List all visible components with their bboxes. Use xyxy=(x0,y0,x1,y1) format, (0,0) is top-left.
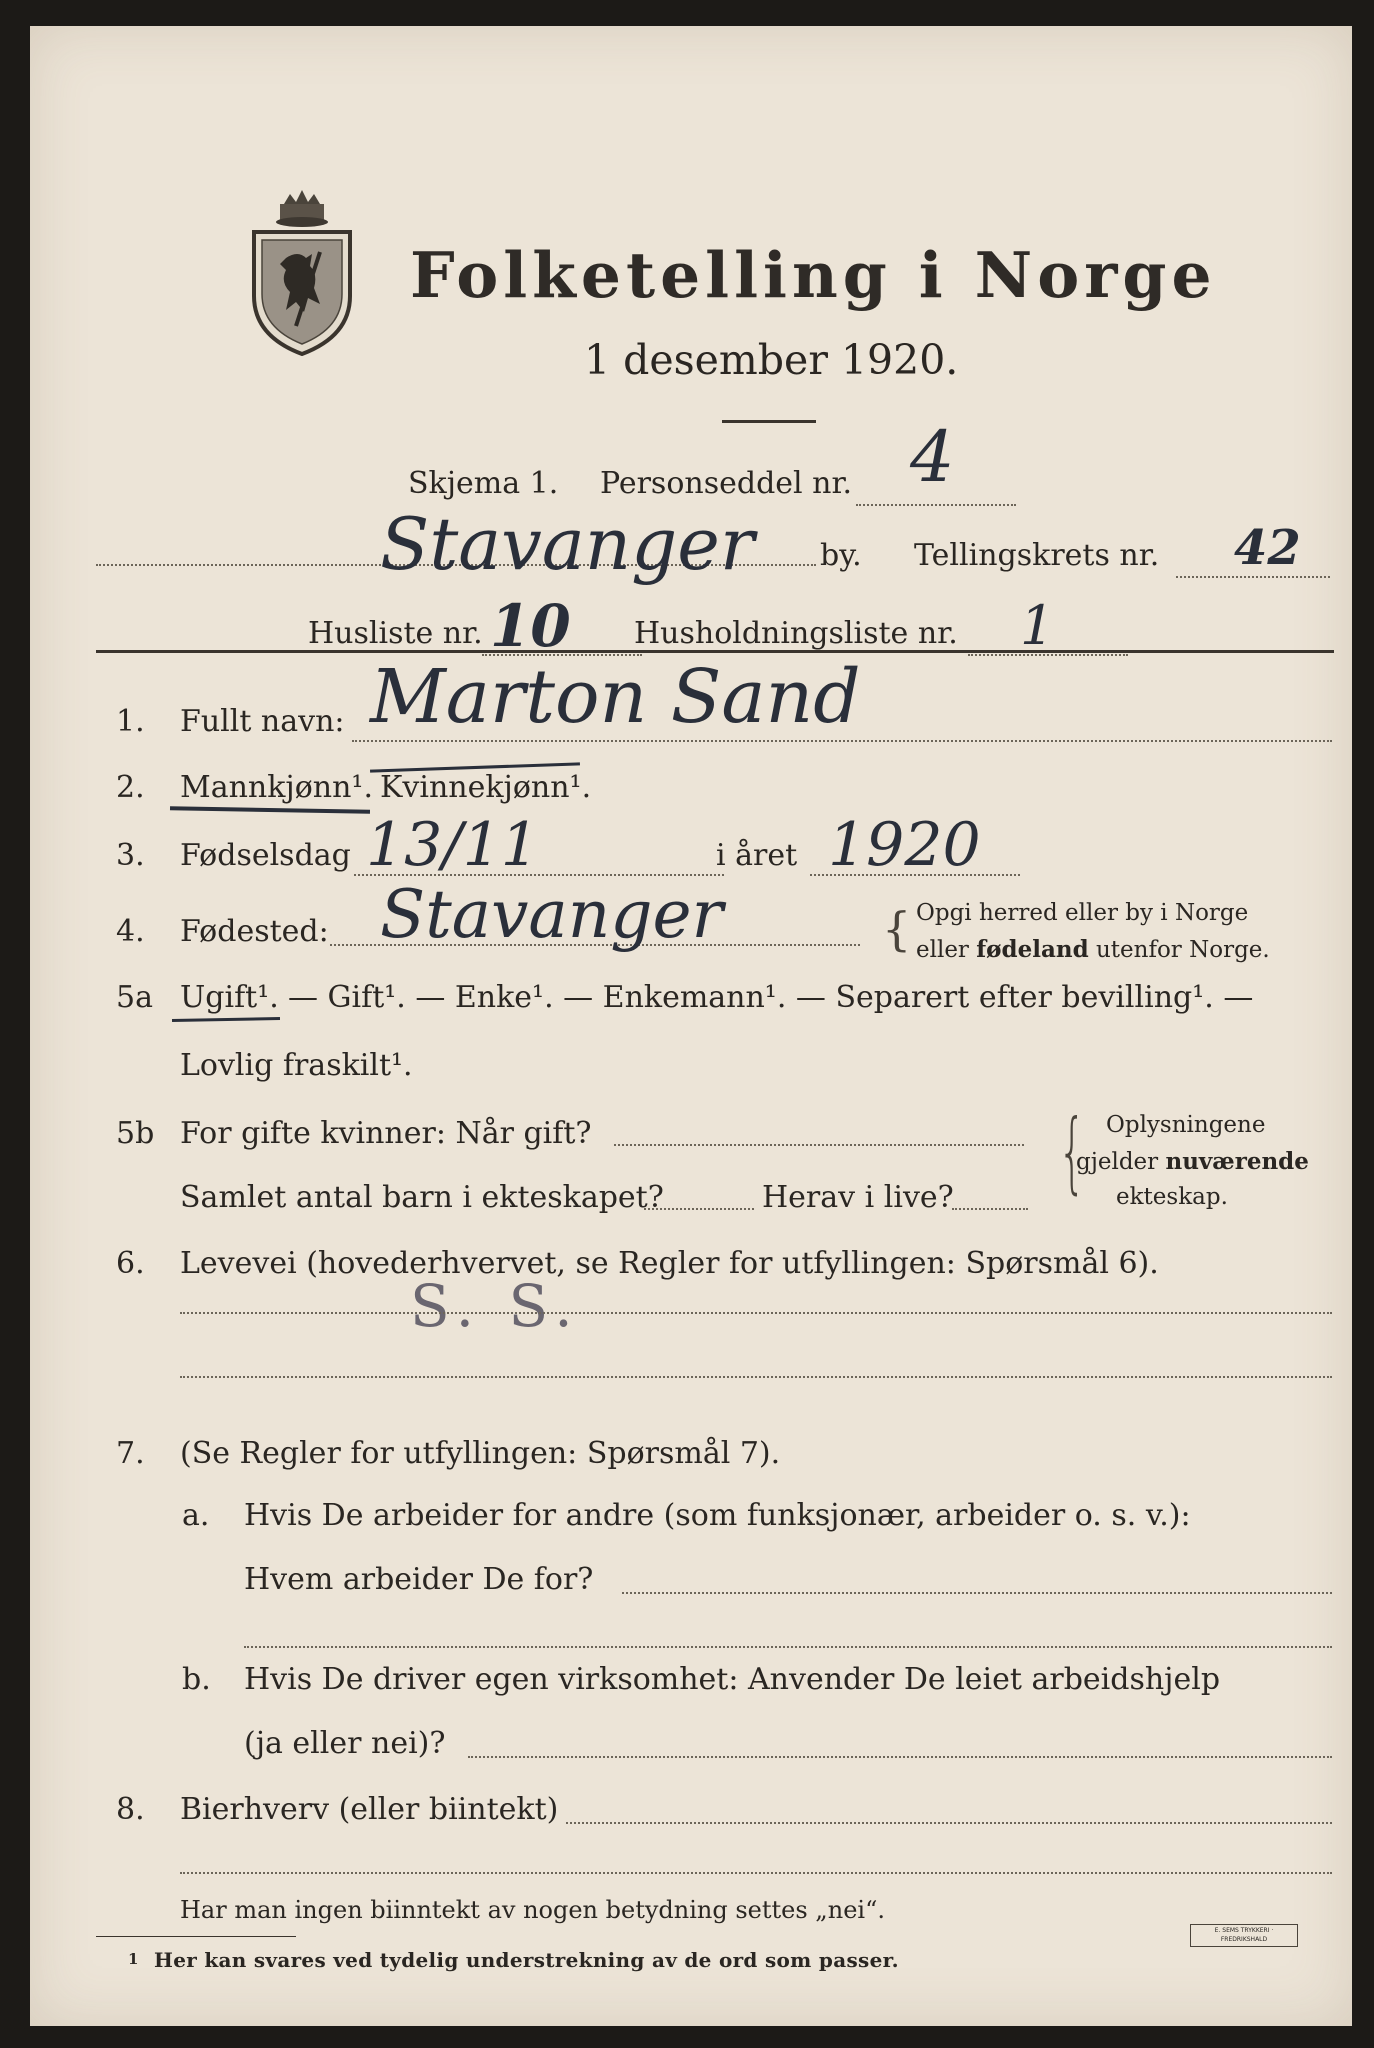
q1-number: 1. xyxy=(116,704,145,739)
q8-note: Har man ingen biinntekt av nogen betydning settes „nei“. xyxy=(180,1896,885,1924)
tellingskrets-label: Tellingskrets nr. xyxy=(914,538,1160,573)
q2-number: 2. xyxy=(116,770,145,805)
q7a-line2: Hvem arbeider De for? xyxy=(244,1562,594,1597)
birthplace-value: Stavanger xyxy=(380,876,724,953)
q5b-when-line xyxy=(614,1144,1024,1146)
q5b-children-label: Samlet antal barn i ekteskapet? xyxy=(180,1180,664,1215)
q7-label: (Se Regler for utfyllingen: Spørsmål 7). xyxy=(180,1436,781,1471)
tellingskrets-line xyxy=(1176,576,1330,578)
q7a-line xyxy=(622,1592,1332,1594)
personseddel-value: 4 xyxy=(910,416,955,498)
husliste-value: 10 xyxy=(490,592,571,660)
q7a-line-extra xyxy=(244,1646,1332,1648)
q7a-letter: a. xyxy=(182,1498,210,1533)
footnote-text: Her kan svares ved tydelig understrekning av de ord som passer. xyxy=(154,1948,899,1972)
form-date: 1 desember 1920. xyxy=(584,336,959,384)
q3-year-label: i året xyxy=(716,838,798,873)
q4-number: 4. xyxy=(116,914,145,949)
husholdningsliste-label: Husholdningsliste nr. xyxy=(634,616,958,651)
coat-of-arms-icon xyxy=(246,186,358,356)
q3-number: 3. xyxy=(116,838,145,873)
q5b-note-line3: ekteskap. xyxy=(1116,1184,1228,1210)
footnote-mark: 1 xyxy=(128,1950,139,1968)
q7-number: 7. xyxy=(116,1436,145,1471)
q4-label: Fødested: xyxy=(180,914,329,949)
q7b-line1: Hvis De driver egen virksomhet: Anvender De leiet arbeidshjelp xyxy=(244,1662,1221,1697)
q5b-children-line xyxy=(644,1208,754,1210)
q5b-label: For gifte kvinner: Når gift? xyxy=(180,1116,592,1151)
q6-line2 xyxy=(180,1376,1332,1378)
q8-line2 xyxy=(180,1872,1332,1874)
q6-label: Levevei (hovederhvervet, se Regler for utfyllingen: Spørsmål 6). xyxy=(180,1246,1159,1281)
q8-line xyxy=(566,1822,1332,1824)
q8-number: 8. xyxy=(116,1792,145,1827)
q5a-options: — Gift¹. — Enke¹. — Enkemann¹. — Separert efter bevilling¹. — xyxy=(288,980,1254,1015)
mann-underline xyxy=(170,806,370,813)
skjema-label: Skjema 1. xyxy=(408,466,559,501)
q5a-number: 5a xyxy=(116,980,153,1015)
header-divider xyxy=(96,650,1334,653)
q5b-note-line1: Oplysningene xyxy=(1106,1112,1266,1138)
title-divider xyxy=(722,420,816,423)
q4-note-line1: Opgi herred eller by i Norge xyxy=(916,900,1249,926)
q7a-line1: Hvis De arbeider for andre (som funksjonær, arbeider o. s. v.): xyxy=(244,1498,1191,1533)
q7b-line2: (ja eller nei)? xyxy=(244,1726,446,1761)
occupation-value: S. S. xyxy=(410,1272,581,1340)
footnote-divider xyxy=(96,1936,296,1937)
q5b-herav-label: Herav i live? xyxy=(762,1180,954,1215)
husholdningsliste-value: 1 xyxy=(1020,594,1055,657)
ugift-underline xyxy=(172,1017,280,1022)
q1-line xyxy=(352,740,1332,742)
form-title: Folketelling i Norge xyxy=(410,238,1217,312)
q6-number: 6. xyxy=(116,1246,145,1281)
city-value: Stavanger xyxy=(380,502,755,586)
birthday-value: 13/11 xyxy=(366,810,539,880)
birth-year-value: 1920 xyxy=(828,810,981,880)
q7b-line xyxy=(468,1756,1332,1758)
full-name-value: Marton Sand xyxy=(370,654,861,740)
q7b-letter: b. xyxy=(182,1662,211,1697)
personseddel-label: Personseddel nr. xyxy=(600,466,853,501)
by-label: by. xyxy=(820,538,862,573)
q3-label: Fødselsdag xyxy=(180,838,351,873)
q1-label: Fullt navn: xyxy=(180,704,345,739)
tellingskrets-value: 42 xyxy=(1234,520,1301,576)
q5b-brace: { xyxy=(1058,1100,1086,1203)
q5a-ugift: Ugift¹. xyxy=(180,980,279,1015)
q8-label: Bierhverv (eller biintekt) xyxy=(180,1792,559,1827)
q6-line1 xyxy=(180,1312,1332,1314)
q4-note-line2: eller fødeland utenfor Norge. xyxy=(916,936,1270,963)
q5b-note-line2: gjelder nuværende xyxy=(1076,1148,1309,1175)
q5b-number: 5b xyxy=(116,1116,155,1151)
q4-brace: { xyxy=(882,902,912,956)
q5b-herav-line xyxy=(952,1208,1028,1210)
personseddel-line xyxy=(856,504,1016,506)
q2-kvinne: Kvinnekjønn¹. xyxy=(380,770,592,805)
census-form xyxy=(30,26,1352,2026)
husliste-label: Husliste nr. xyxy=(308,616,483,651)
q5a-line2: Lovlig fraskilt¹. xyxy=(180,1048,413,1083)
printer-stamp: E. SEMS TRYKKERI · FREDRIKSHALD xyxy=(1190,1924,1298,1947)
q2-mann: Mannkjønn¹. xyxy=(180,770,373,805)
